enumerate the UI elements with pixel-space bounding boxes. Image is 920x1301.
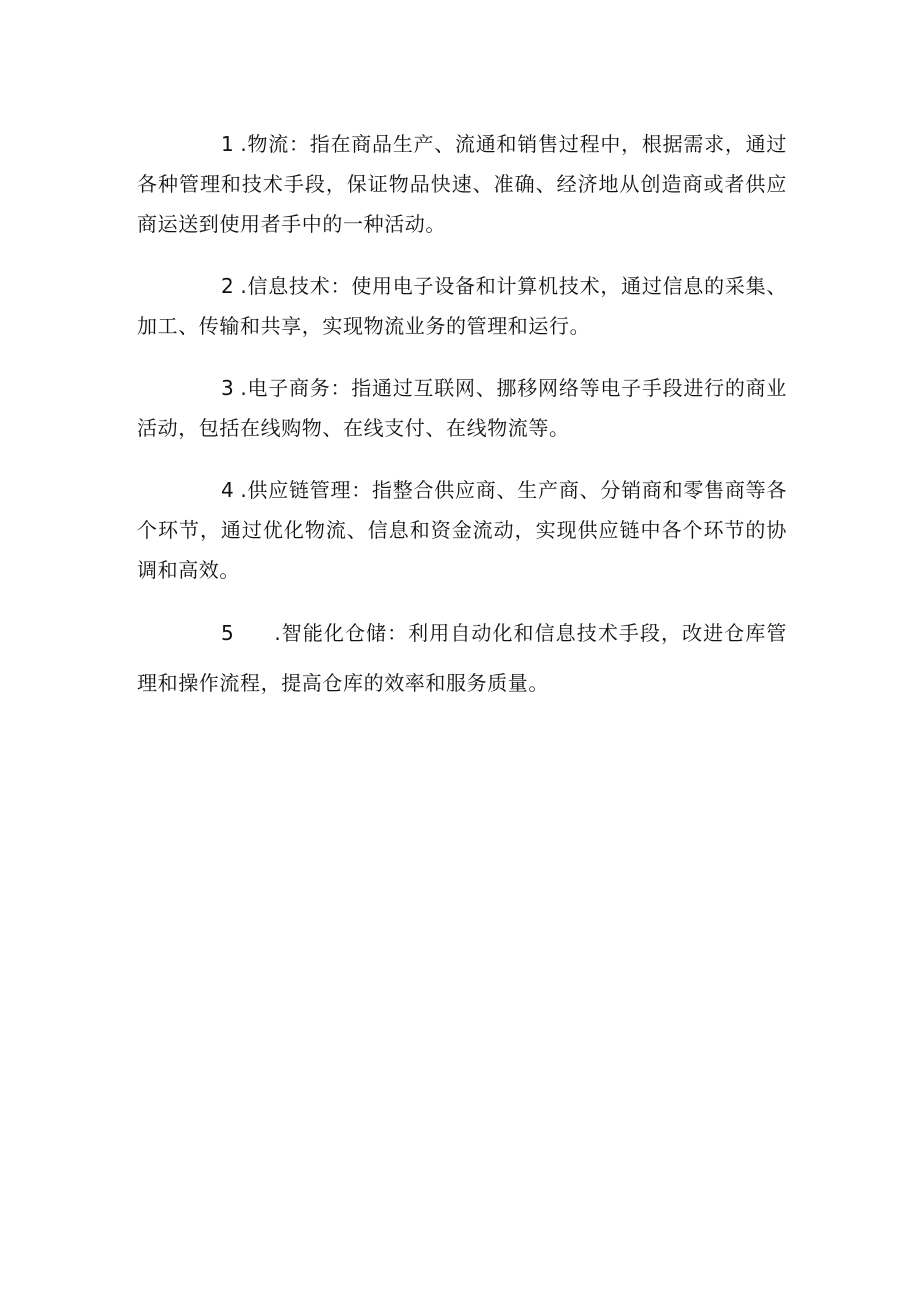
- definition-number: 2: [221, 274, 235, 298]
- definition-e-commerce: [137, 368, 787, 448]
- definition-text: .物流：指在商品生产、流通和销售过程中，根据需求，通过各种管理和技术手段，保证物品快速、准确、经济地从创造商或者供应商运送到使用者手中的一种活动。: [137, 132, 787, 236]
- definition-text: .信息技术：使用电子设备和计算机技术，通过信息的采集、加工、传输和共享，实现物流业务的管理和运行。: [137, 274, 787, 338]
- definition-text: .供应链管理：指整合供应商、生产商、分销商和零售商等各个环节，通过优化物流、信息和资金流动，实现供应链中各个环节的协调和高效。: [137, 478, 787, 582]
- definition-supply-chain-management: [137, 470, 787, 590]
- definitions-list: [137, 124, 787, 730]
- definition-smart-warehousing: [137, 608, 787, 708]
- definition-text: .电子商务：指通过互联网、挪移网络等电子手段进行的商业活动，包括在线购物、在线支付、在线物流等。: [137, 376, 787, 440]
- definition-number: 3: [221, 376, 235, 400]
- definition-information-technology: [137, 266, 787, 346]
- definition-number: 4: [221, 478, 235, 502]
- definition-logistics: [137, 124, 787, 244]
- definition-text: .智能化仓储：利用自动化和信息技术手段，改进仓库管理和操作流程，提高仓库的效率和服务质量。: [137, 621, 787, 695]
- definition-number: 5: [221, 621, 235, 645]
- definition-number: 1: [221, 132, 235, 156]
